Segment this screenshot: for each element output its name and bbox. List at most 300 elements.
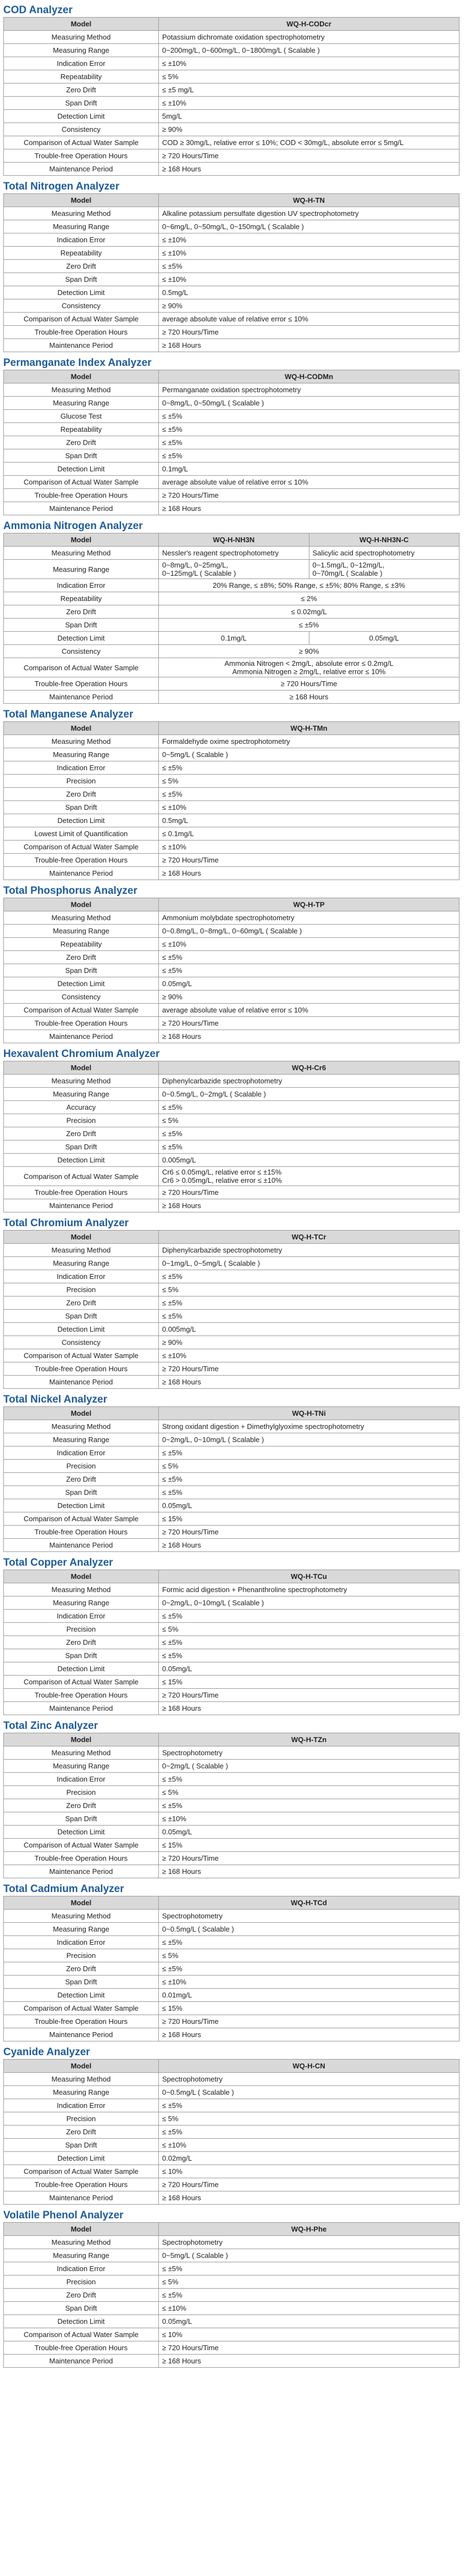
table-row xyxy=(4,1662,460,1676)
table-row xyxy=(4,70,460,84)
table-row xyxy=(4,1976,460,1989)
spec-value: ≥ 168 Hours xyxy=(159,1199,460,1212)
table-row xyxy=(4,502,460,515)
table-row xyxy=(4,489,460,502)
spec-label: Glucose Test xyxy=(4,410,159,423)
spec-value: ≤ ±5% xyxy=(159,788,460,801)
spec-label: Detection Limit xyxy=(4,1662,159,1676)
spec-value: ≤ ±5% xyxy=(159,260,460,273)
spec-table xyxy=(3,533,460,704)
spec-value: ≤ ±5% xyxy=(159,1446,460,1460)
table-row xyxy=(4,827,460,841)
spec-value: ≥ 720 Hours/Time xyxy=(159,1362,460,1376)
spec-value: 5mg/L xyxy=(159,110,460,123)
spec-value: Ammonia Nitrogen < 2mg/L, absolute error ≤ 0.2mg/L Ammonia Nitrogen ≥ 2mg/L, relative error ≤ 10% xyxy=(159,658,460,677)
table-row xyxy=(4,2328,460,2341)
spec-label: Measuring Range xyxy=(4,748,159,761)
table-header-row xyxy=(4,1733,460,1746)
spec-value: ≤ ±5% xyxy=(159,964,460,977)
header-model-label: Model xyxy=(4,1733,159,1746)
spec-label: Maintenance Period xyxy=(4,502,159,515)
spec-value: ≤ ±10% xyxy=(159,273,460,286)
table-row xyxy=(4,1702,460,1715)
section-title: Total Nitrogen Analyzer xyxy=(3,181,120,192)
spec-table xyxy=(3,370,460,515)
table-row xyxy=(4,1773,460,1786)
spec-label: Indication Error xyxy=(4,2099,159,2112)
table-row xyxy=(4,247,460,260)
spec-value: Strong oxidant digestion + Dimethylglyoxime spectrophotometry xyxy=(159,1420,460,1433)
spec-label: Measuring Method xyxy=(4,1746,159,1760)
table-row xyxy=(4,1244,460,1257)
spec-value: Ammonium molybdate spectrophotometry xyxy=(159,911,460,925)
spec-value: ≥ 720 Hours/Time xyxy=(159,489,460,502)
spec-label: Detection Limit xyxy=(4,1826,159,1839)
spec-label: Measuring Range xyxy=(4,1088,159,1101)
spec-label: Precision xyxy=(4,1623,159,1636)
spec-label: Zero Drift xyxy=(4,788,159,801)
spec-value: ≥ 168 Hours xyxy=(159,1702,460,1715)
spec-value: ≤ ±10% xyxy=(159,1812,460,1826)
spec-value: ≤ ±5% xyxy=(159,1310,460,1323)
table-row xyxy=(4,2165,460,2178)
spec-label: Comparison of Actual Water Sample xyxy=(4,1839,159,1852)
spec-value: ≤ ±5% xyxy=(159,1486,460,1499)
table-row xyxy=(4,1446,460,1460)
table-row xyxy=(4,911,460,925)
spec-value: 0.05mg/L xyxy=(159,2315,460,2328)
table-row xyxy=(4,2262,460,2275)
section-cod xyxy=(3,3,461,176)
table-row xyxy=(4,286,460,299)
spec-label: Indication Error xyxy=(4,1773,159,1786)
spec-label: Span Drift xyxy=(4,1976,159,1989)
spec-label: Consistency xyxy=(4,991,159,1004)
spec-value: ≤ 5% xyxy=(159,775,460,788)
table-row xyxy=(4,136,460,149)
table-row xyxy=(4,1154,460,1167)
spec-label: Span Drift xyxy=(4,1649,159,1662)
spec-label: Measuring Range xyxy=(4,397,159,410)
spec-label: Indication Error xyxy=(4,1270,159,1283)
table-row xyxy=(4,1799,460,1812)
table-row xyxy=(4,1676,460,1689)
spec-value: ≤ 15% xyxy=(159,1512,460,1526)
spec-value: ≤ ±10% xyxy=(159,2302,460,2315)
spec-label: Measuring Range xyxy=(4,1923,159,1936)
table-row xyxy=(4,1362,460,1376)
spec-value: ≤ ±5% xyxy=(159,1473,460,1486)
table-row xyxy=(4,1839,460,1852)
spec-label: Maintenance Period xyxy=(4,163,159,176)
section-tn xyxy=(3,180,461,352)
table-row xyxy=(4,592,460,605)
header-model-name: WQ-H-TN xyxy=(159,194,460,207)
spec-label: Precision xyxy=(4,2112,159,2126)
spec-label: Lowest Limit of Quantification xyxy=(4,827,159,841)
spec-table xyxy=(3,2222,460,2368)
spec-label: Maintenance Period xyxy=(4,867,159,880)
section-codmn xyxy=(3,356,461,515)
table-row xyxy=(4,163,460,176)
spec-value: average absolute value of relative error ≤ 10% xyxy=(159,476,460,489)
table-row xyxy=(4,1786,460,1799)
spec-label: Consistency xyxy=(4,299,159,313)
spec-label: Repeatability xyxy=(4,70,159,84)
table-header-row xyxy=(4,1061,460,1075)
spec-label: Consistency xyxy=(4,123,159,136)
spec-value: ≤ ±10% xyxy=(159,233,460,247)
table-row xyxy=(4,1004,460,1017)
section-title: Cyanide Analyzer xyxy=(3,2046,90,2058)
header-model-label: Model xyxy=(4,370,159,383)
section-title: Total Cadmium Analyzer xyxy=(3,1883,124,1895)
spec-value: Cr6 ≤ 0.05mg/L, relative error ≤ ±15% Cr6 > 0.05mg/L, relative error ≤ ±10% xyxy=(159,1167,460,1186)
spec-label: Measuring Method xyxy=(4,2073,159,2086)
spec-label: Zero Drift xyxy=(4,436,159,449)
spec-label: Comparison of Actual Water Sample xyxy=(4,136,159,149)
spec-label: Precision xyxy=(4,2275,159,2289)
table-row xyxy=(4,44,460,57)
spec-value: 0.05mg/L xyxy=(309,632,460,645)
spec-label: Detection Limit xyxy=(4,1323,159,1336)
table-row xyxy=(4,632,460,645)
spec-value: 0.005mg/L xyxy=(159,1154,460,1167)
spec-label: Measuring Method xyxy=(4,1420,159,1433)
spec-value: ≤ 15% xyxy=(159,1839,460,1852)
table-row xyxy=(4,1283,460,1297)
spec-value: ≥ 720 Hours/Time xyxy=(159,326,460,339)
table-row xyxy=(4,1812,460,1826)
spec-value: Nessler's reagent spectrophotometry xyxy=(159,547,309,560)
spec-label: Trouble-free Operation Hours xyxy=(4,149,159,163)
spec-value: ≤ ±10% xyxy=(159,841,460,854)
header-model-name: WQ-H-Phe xyxy=(159,2223,460,2236)
header-model-label: Model xyxy=(4,533,159,547)
table-row xyxy=(4,84,460,97)
table-row xyxy=(4,2028,460,2041)
table-row xyxy=(4,97,460,110)
spec-label: Trouble-free Operation Hours xyxy=(4,1362,159,1376)
spec-value: ≤ ±10% xyxy=(159,97,460,110)
table-row xyxy=(4,1499,460,1512)
spec-label: Comparison of Actual Water Sample xyxy=(4,2002,159,2015)
table-row xyxy=(4,463,460,476)
spec-value: ≥ 90% xyxy=(159,645,460,658)
spec-value: ≥ 720 Hours/Time xyxy=(159,1526,460,1539)
spec-value: ≥ 168 Hours xyxy=(159,1030,460,1043)
header-model-name: WQ-H-CODcr xyxy=(159,18,460,31)
table-row xyxy=(4,1923,460,1936)
spec-value: ≥ 168 Hours xyxy=(159,867,460,880)
spec-value: ≤ ±5% xyxy=(159,1649,460,1662)
spec-label: Span Drift xyxy=(4,964,159,977)
spec-label: Repeatability xyxy=(4,592,159,605)
spec-value: 0.1mg/L xyxy=(159,463,460,476)
spec-value: ≤ ±5% xyxy=(159,1636,460,1649)
table-row xyxy=(4,1610,460,1623)
table-row xyxy=(4,2002,460,2015)
spec-label: Maintenance Period xyxy=(4,1539,159,1552)
spec-label: Repeatability xyxy=(4,423,159,436)
spec-label: Trouble-free Operation Hours xyxy=(4,1852,159,1865)
spec-value: 0~6mg/L, 0~50mg/L, 0~150mg/L ( Scalable ) xyxy=(159,220,460,233)
spec-label: Measuring Range xyxy=(4,44,159,57)
table-header-row xyxy=(4,1231,460,1244)
spec-value: ≤ ±5% xyxy=(159,1610,460,1623)
table-row xyxy=(4,1127,460,1140)
table-row xyxy=(4,1199,460,1212)
spec-value: ≥ 90% xyxy=(159,123,460,136)
spec-value: 0~5mg/L ( Scalable ) xyxy=(159,748,460,761)
table-row xyxy=(4,2126,460,2139)
table-row xyxy=(4,2086,460,2099)
header-model-name: WQ-H-TCd xyxy=(159,1896,460,1910)
table-row xyxy=(4,2302,460,2315)
table-row xyxy=(4,31,460,44)
spec-value: ≤ ±5% xyxy=(159,1270,460,1283)
spec-value: ≤ 5% xyxy=(159,2275,460,2289)
spec-value: ≥ 168 Hours xyxy=(159,1539,460,1552)
header-model-label: Model xyxy=(4,1407,159,1420)
spec-label: Zero Drift xyxy=(4,84,159,97)
spec-value: ≤ ±10% xyxy=(159,801,460,814)
section-title: Permanganate Index Analyzer xyxy=(3,357,152,369)
spec-label: Measuring Range xyxy=(4,1596,159,1610)
spec-label: Zero Drift xyxy=(4,260,159,273)
spec-value: ≥ 720 Hours/Time xyxy=(159,149,460,163)
table-row xyxy=(4,2315,460,2328)
table-row xyxy=(4,2341,460,2355)
table-row xyxy=(4,1030,460,1043)
table-row xyxy=(4,233,460,247)
section-title: Ammonia Nitrogen Analyzer xyxy=(3,520,143,532)
spec-label: Indication Error xyxy=(4,233,159,247)
header-model-label: Model xyxy=(4,1231,159,1244)
spec-label: Comparison of Actual Water Sample xyxy=(4,1512,159,1526)
spec-label: Measuring Range xyxy=(4,1257,159,1270)
table-row xyxy=(4,1539,460,1552)
spec-value: ≤ ±10% xyxy=(159,1976,460,1989)
spec-label: Precision xyxy=(4,1786,159,1799)
spec-label: Trouble-free Operation Hours xyxy=(4,489,159,502)
table-row xyxy=(4,775,460,788)
spec-value: ≥ 168 Hours xyxy=(159,1865,460,1878)
table-row xyxy=(4,1101,460,1114)
spec-value: ≤ 5% xyxy=(159,1623,460,1636)
table-header-row xyxy=(4,1407,460,1420)
spec-value: ≥ 720 Hours/Time xyxy=(159,1852,460,1865)
section-phe xyxy=(3,2208,461,2368)
table-row xyxy=(4,1583,460,1596)
table-row xyxy=(4,1746,460,1760)
section-title: Volatile Phenol Analyzer xyxy=(3,2210,124,2221)
table-header-row xyxy=(4,370,460,383)
spec-value: 0.02mg/L xyxy=(159,2152,460,2165)
spec-label: Maintenance Period xyxy=(4,2191,159,2205)
table-row xyxy=(4,977,460,991)
spec-label: Measuring Method xyxy=(4,2236,159,2249)
spec-value: ≤ 5% xyxy=(159,1460,460,1473)
table-row xyxy=(4,579,460,592)
spec-value: 0~200mg/L, 0~600mg/L, 0~1800mg/L ( Scalable ) xyxy=(159,44,460,57)
table-row xyxy=(4,1623,460,1636)
table-row xyxy=(4,2191,460,2205)
spec-table xyxy=(3,1570,460,1715)
spec-value: ≥ 168 Hours xyxy=(159,2355,460,2368)
spec-label: Comparison of Actual Water Sample xyxy=(4,1676,159,1689)
spec-label: Trouble-free Operation Hours xyxy=(4,1689,159,1702)
table-row xyxy=(4,951,460,964)
header-model-label: Model xyxy=(4,722,159,735)
spec-label: Detection Limit xyxy=(4,2315,159,2328)
table-row xyxy=(4,1636,460,1649)
table-row xyxy=(4,991,460,1004)
spec-value: 0~0.8mg/L, 0~8mg/L, 0~60mg/L ( Scalable ) xyxy=(159,925,460,938)
spec-value: ≥ 168 Hours xyxy=(159,163,460,176)
spec-value: average absolute value of relative error ≤ 10% xyxy=(159,313,460,326)
spec-value: 0~2mg/L, 0~10mg/L ( Scalable ) xyxy=(159,1433,460,1446)
table-row xyxy=(4,2152,460,2165)
spec-label: Span Drift xyxy=(4,2139,159,2152)
spec-value: ≤ ±5% xyxy=(159,449,460,463)
spec-value: ≤ ±5% xyxy=(159,1936,460,1949)
section-title: Total Phosphorus Analyzer xyxy=(3,885,137,897)
spec-label: Measuring Method xyxy=(4,735,159,748)
spec-value: ≤ 0.1mg/L xyxy=(159,827,460,841)
table-row xyxy=(4,1460,460,1473)
spec-label: Detection Limit xyxy=(4,1154,159,1167)
table-row xyxy=(4,854,460,867)
spec-value: ≤ ±5% xyxy=(159,2099,460,2112)
spec-label: Comparison of Actual Water Sample xyxy=(4,1004,159,1017)
spec-value: ≤ ±10% xyxy=(159,2139,460,2152)
spec-value: ≤ ±5% xyxy=(159,1799,460,1812)
spec-value: ≤ 5% xyxy=(159,1949,460,1962)
spec-value: 0.05mg/L xyxy=(159,977,460,991)
spec-label: Consistency xyxy=(4,1336,159,1349)
spec-value: ≥ 720 Hours/Time xyxy=(159,1186,460,1199)
spec-label: Maintenance Period xyxy=(4,1376,159,1389)
table-header-row xyxy=(4,2060,460,2073)
header-model-name: WQ-H-NH3N-C xyxy=(309,533,460,547)
table-row xyxy=(4,761,460,775)
table-row xyxy=(4,1760,460,1773)
spec-label: Comparison of Actual Water Sample xyxy=(4,476,159,489)
table-row xyxy=(4,1297,460,1310)
section-tcd xyxy=(3,1882,461,2041)
spec-value: Permanganate oxidation spectrophotometry xyxy=(159,383,460,397)
table-header-row xyxy=(4,898,460,911)
spec-label: Trouble-free Operation Hours xyxy=(4,1526,159,1539)
spec-value: 0~1mg/L, 0~5mg/L ( Scalable ) xyxy=(159,1257,460,1270)
spec-label: Span Drift xyxy=(4,1812,159,1826)
spec-value: ≥ 720 Hours/Time xyxy=(159,2015,460,2028)
table-row xyxy=(4,110,460,123)
spec-label: Precision xyxy=(4,1460,159,1473)
spec-value: Spectrophotometry xyxy=(159,1910,460,1923)
spec-value: ≥ 720 Hours/Time xyxy=(159,2178,460,2191)
table-row xyxy=(4,1433,460,1446)
section-tni xyxy=(3,1393,461,1552)
table-row xyxy=(4,2139,460,2152)
table-row xyxy=(4,1114,460,1127)
section-title: Total Zinc Analyzer xyxy=(3,1720,98,1732)
table-row xyxy=(4,1088,460,1101)
spec-value: 0.5mg/L xyxy=(159,286,460,299)
section-title: Total Copper Analyzer xyxy=(3,1557,113,1568)
section-tcu xyxy=(3,1556,461,1715)
spec-value: ≤ ±5% xyxy=(159,1127,460,1140)
spec-value: Diphenylcarbazide spectrophotometry xyxy=(159,1075,460,1088)
spec-value: ≤ ±5% xyxy=(159,2289,460,2302)
spec-value: Spectrophotometry xyxy=(159,1746,460,1760)
spec-value: ≤ 10% xyxy=(159,2328,460,2341)
spec-value: ≤ ±5% xyxy=(159,1101,460,1114)
table-row xyxy=(4,2015,460,2028)
spec-label: Detection Limit xyxy=(4,463,159,476)
spec-value: ≤ ±5% xyxy=(159,436,460,449)
table-row xyxy=(4,273,460,286)
table-header-row xyxy=(4,2223,460,2236)
table-header-row xyxy=(4,1570,460,1583)
spec-value: ≥ 720 Hours/Time xyxy=(159,1017,460,1030)
spec-value: ≥ 720 Hours/Time xyxy=(159,677,460,691)
table-row xyxy=(4,1140,460,1154)
table-row xyxy=(4,1596,460,1610)
spec-label: Accuracy xyxy=(4,1101,159,1114)
spec-value: ≤ ±5% xyxy=(159,1297,460,1310)
spec-label: Repeatability xyxy=(4,938,159,951)
spec-table xyxy=(3,1230,460,1389)
table-row xyxy=(4,1167,460,1186)
spec-value: Salicylic acid spectrophotometry xyxy=(309,547,460,560)
spec-label: Measuring Range xyxy=(4,560,159,579)
spec-label: Trouble-free Operation Hours xyxy=(4,1186,159,1199)
spec-value: ≤ ±5% xyxy=(159,1962,460,1976)
table-row xyxy=(4,1336,460,1349)
spec-label: Indication Error xyxy=(4,1936,159,1949)
header-model-name: WQ-H-TZn xyxy=(159,1733,460,1746)
spec-value: 0.01mg/L xyxy=(159,1989,460,2002)
section-tmn xyxy=(3,708,461,880)
table-row xyxy=(4,2099,460,2112)
spec-label: Span Drift xyxy=(4,801,159,814)
table-row xyxy=(4,1949,460,1962)
spec-value: ≤ ±5% xyxy=(159,2126,460,2139)
spec-label: Precision xyxy=(4,775,159,788)
spec-label: Detection Limit xyxy=(4,286,159,299)
table-row xyxy=(4,1486,460,1499)
spec-value: ≤ ±5% xyxy=(159,2262,460,2275)
section-title: Total Nickel Analyzer xyxy=(3,1394,108,1405)
spec-value: ≤ ±5% xyxy=(159,410,460,423)
table-row xyxy=(4,1257,460,1270)
spec-label: Indication Error xyxy=(4,1610,159,1623)
spec-label: Zero Drift xyxy=(4,605,159,619)
spec-label: Zero Drift xyxy=(4,1636,159,1649)
spec-value: 0~5mg/L ( Scalable ) xyxy=(159,2249,460,2262)
spec-value: 0.05mg/L xyxy=(159,1662,460,1676)
spec-label: Measuring Method xyxy=(4,31,159,44)
table-row xyxy=(4,841,460,854)
spec-label: Measuring Method xyxy=(4,207,159,220)
table-row xyxy=(4,410,460,423)
table-row xyxy=(4,1865,460,1878)
spec-label: Maintenance Period xyxy=(4,1030,159,1043)
table-row xyxy=(4,2073,460,2086)
spec-value: Alkaline potassium persulfate digestion UV spectrophotometry xyxy=(159,207,460,220)
